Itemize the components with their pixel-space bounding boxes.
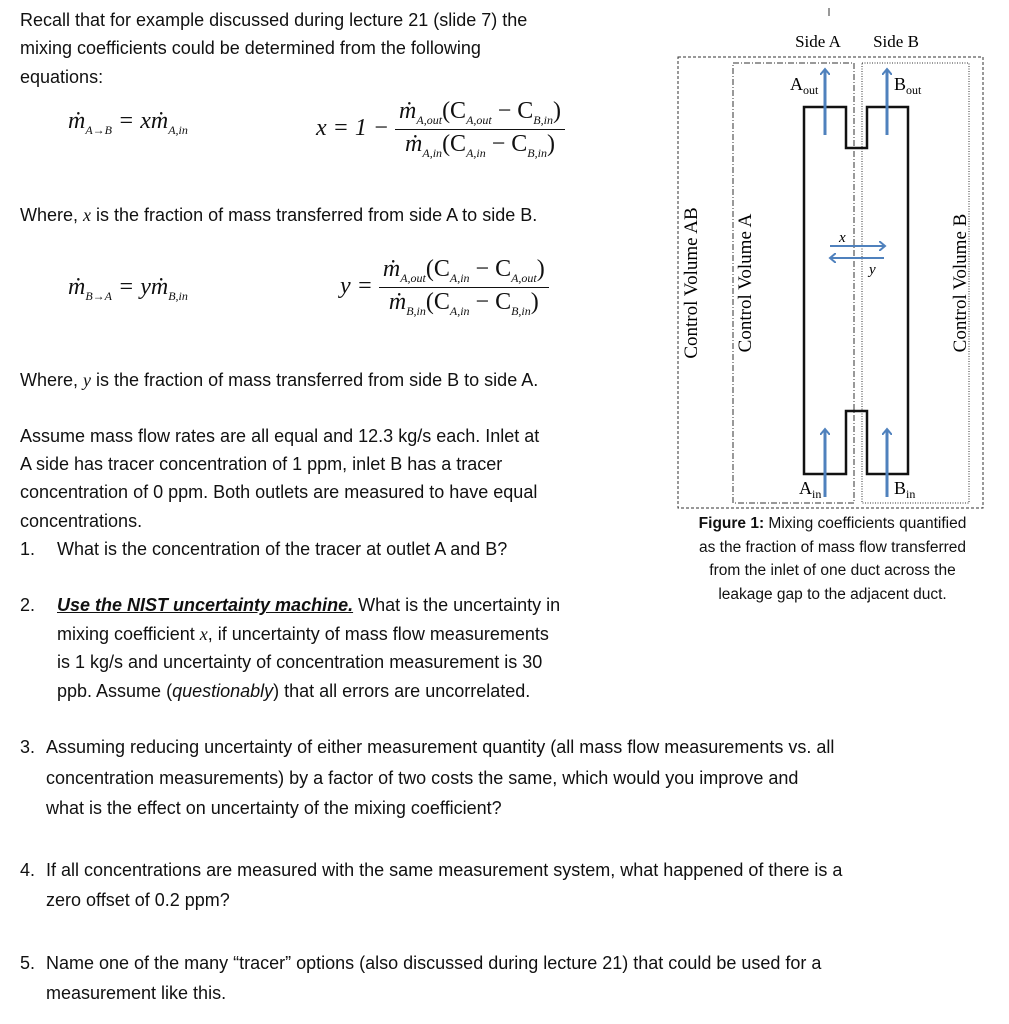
text: is the fraction of mass transferred from side A to side B. [91,205,538,225]
eq-term: ) [530,289,539,315]
eq-term: ṁ [399,98,417,124]
b-out-label: $B_{out}$ [894,74,922,97]
eq-term: − C [485,131,528,157]
text-line: concentrations. [20,511,143,531]
eq-term: ṁ [405,131,423,157]
eq-sub: B,in [168,289,188,303]
eq-term: ṁ [388,289,407,315]
eq-sub: A,in [168,123,188,137]
text-line: A side has tracer concentration of 1 ppm, inlet B has a tracer [20,454,503,474]
question-number: 5. [20,953,36,973]
eq-term: (C [442,98,467,124]
question-number: 2. [20,595,36,615]
eq-term: ṁ [68,108,86,134]
text: is the fraction of mass transferred from side B to side A. [91,370,539,390]
caption-text: from the inlet of one duct across the [709,562,956,579]
text-line: Recall that for example discussed during lecture 21 (slide 7) the [20,10,528,30]
question-text: measurement like this. [46,983,227,1003]
eq-term: − C [491,98,534,124]
caption-text: leakage gap to the adjacent duct. [718,585,947,603]
text: Where, [20,205,84,225]
a-in-label: $A_{in}$ [799,478,822,501]
figure-caption [670,512,995,606]
eq-term: (C [425,256,450,282]
eq-term: y = [340,273,373,300]
y-label: y [869,262,876,278]
eq-term: = yṁ [118,274,169,300]
nist-link[interactable]: Use the NIST uncertainty machine. [57,595,354,615]
control-volume-b-label: Control Volume B [950,213,971,353]
eq-sub: A,in [449,304,470,318]
eq-term: ) [546,131,555,157]
eq-sub: B,in [511,304,531,318]
text-line: Assume mass flow rates are all equal and 12.3 kg/s each. Inlet at [20,426,540,446]
question-number: 1. [20,539,36,559]
caption-text: as the fraction of mass flow transferred [698,538,967,556]
eq-sub: A,out [416,113,443,127]
var: x [199,624,208,644]
eq-term: (C [442,131,467,157]
eq-sub: B,in [533,113,553,127]
b-in-label: $B_{in}$ [894,478,916,501]
exchange-arrows [830,246,884,258]
eq-sub: A,in [449,271,470,285]
question-number: 4. [20,860,36,880]
text: mixing coefficient [57,624,200,644]
control-volume-ab-label: Control Volume AB [681,207,702,359]
eq-sub: A,out [466,113,492,127]
question-text: what is the effect on uncertainty of the mixing coefficient? [46,798,502,818]
eq-sub: A,in [422,146,443,160]
control-volume-ab-box [678,57,983,508]
var: x [83,205,92,225]
eq-sub: B→A [85,289,113,303]
eq-term: − C [469,289,512,315]
question-text: Name one of the many “tracer” options (also discussed during lecture 21) that could be used for a [46,953,822,973]
caption-text: Mixing coefficients quantified [764,515,967,532]
question-text [57,595,560,615]
eq-sub: B,in [406,304,426,318]
question-text: is 1 kg/s and uncertainty of concentration measurement is 30 [57,652,543,672]
text: What is the uncertainty in [353,595,561,615]
question-text [57,624,549,644]
text: , if uncertainty of mass flow measurements [207,624,549,644]
eq-term: = xṁ [118,108,169,134]
duct-outline [804,107,908,474]
text-line: concentration of 0 ppm. Both outlets are measured to have equal [20,482,538,502]
side-b-label: Side B [873,32,919,51]
text: Where, [20,370,84,390]
eq-sub: B,in [527,146,547,160]
side-a-label: Side A [795,32,841,51]
text: ) that all errors are uncorrelated. [273,681,531,701]
eq-sub: A→B [85,123,113,137]
question-text: What is the concentration of the tracer at outlet A and B? [57,539,508,559]
question-text: Assuming reducing uncertainty of either measurement quantity (all mass flow measurements vs. all [46,737,835,757]
var: y [83,370,92,390]
eq-sub: A,out [400,271,426,285]
eq-sub: A,in [466,146,486,160]
text-line: equations: [20,67,104,87]
question-text: If all concentrations are measured with the same measurement system, what happened of there is a [46,860,843,880]
eq-term: (C [425,289,450,315]
eq-term: ) [552,98,561,124]
flow-arrows [825,70,887,497]
eq-sub: A,out [511,271,537,285]
eq-term: ) [536,256,545,282]
x-label: x [839,230,846,246]
eq-term: ṁ [68,274,86,300]
emphasis: questionably [172,681,274,701]
a-out-label: $A_{out}$ [790,74,819,97]
text-line: mixing coefficients could be determined from the following [20,38,481,58]
eq-term: ṁ [382,256,401,282]
text: ppb. Assume ( [57,681,173,701]
caption-label: Figure 1: [698,515,765,532]
eq-term: x = 1 − [316,115,390,142]
question-text [57,681,530,701]
control-volume-a-label: Control Volume A [735,213,756,353]
question-text: zero offset of 0.2 ppm? [46,890,230,910]
eq-term: − C [469,256,512,282]
question-number: 3. [20,737,36,757]
question-text: concentration measurements) by a factor of two costs the same, which would you improve and [46,768,799,788]
